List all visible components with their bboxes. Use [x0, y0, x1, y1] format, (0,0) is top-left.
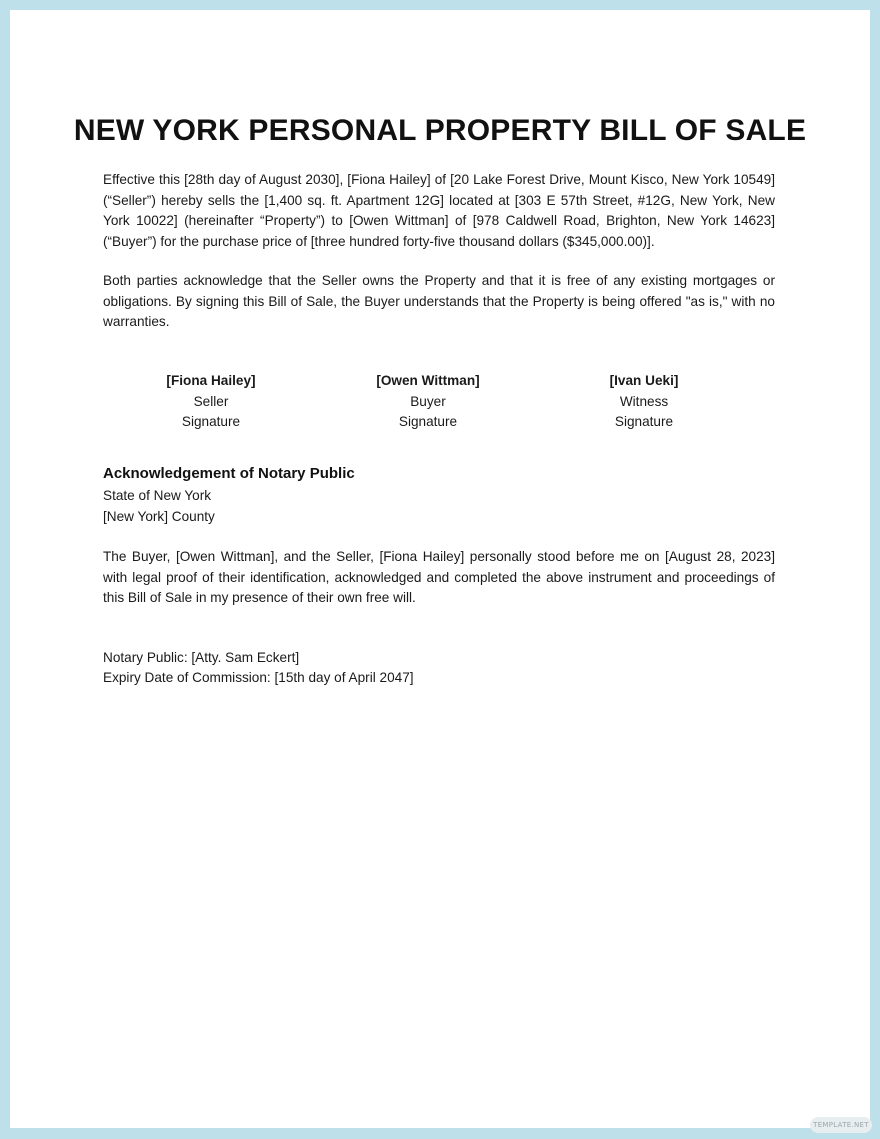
- document-title: NEW YORK PERSONAL PROPERTY BILL OF SALE: [73, 114, 807, 147]
- witness-signature-block: [544, 371, 744, 433]
- seller-signature-label: Signature: [181, 414, 241, 429]
- notary-public-name: Notary Public: [Atty. Sam Eckert]: [103, 650, 300, 665]
- template-watermark: TEMPLATE.NET: [810, 1117, 872, 1133]
- acknowledgement-paragraph: Both parties acknowledge that the Seller owns the Property and that it is free of any existing mortgages or obligations. By signing this Bill of Sale, the Buyer understands that the Property is being offered "as is," with no warranties.: [103, 273, 775, 329]
- witness-signature-label: Signature: [614, 414, 674, 429]
- notary-heading: Acknowledgement of Notary Public: [103, 465, 355, 482]
- seller-name: [Fiona Hailey]: [166, 373, 256, 388]
- witness-role: Witness: [619, 393, 669, 409]
- buyer-name: [Owen Wittman]: [376, 373, 480, 388]
- commission-expiry: Expiry Date of Commission: [15th day of April 2047]: [103, 670, 414, 685]
- buyer-signature-block: [328, 371, 528, 433]
- buyer-signature-label: Signature: [398, 414, 458, 429]
- witness-name: [Ivan Ueki]: [609, 373, 679, 388]
- document-page: [10, 10, 870, 1128]
- notary-county: [New York] County: [103, 509, 215, 524]
- notary-statement: The Buyer, [Owen Wittman], and the Seller, [Fiona Hailey] personally stood before me on [August 28, 2023] with legal proof of their identification, acknowledged and completed the above instrument and proceedings of this Bill of Sale in my presence of their own free will.: [103, 549, 775, 605]
- notary-state: State of New York: [103, 488, 212, 503]
- seller-signature-block: [111, 371, 311, 433]
- seller-role: Seller: [193, 393, 229, 409]
- buyer-role: Buyer: [410, 393, 446, 409]
- sale-terms-paragraph: Effective this [28th day of August 2030], [Fiona Hailey] of [20 Lake Forest Drive, Mount Kisco, New York 10549] (“Seller”) hereby sells the [1,400 sq. ft. Apartment 12G] located at [303 E 57th Street, #12G, New York, New York 10022] (hereinafter “Property”) to [Owen Wittman] of [978 Caldwell Road, Brighton, New York 14623] (“Buyer”) for the purchase price of [three hundred forty-five thousand dollars ($345,000.00)].: [103, 172, 775, 249]
